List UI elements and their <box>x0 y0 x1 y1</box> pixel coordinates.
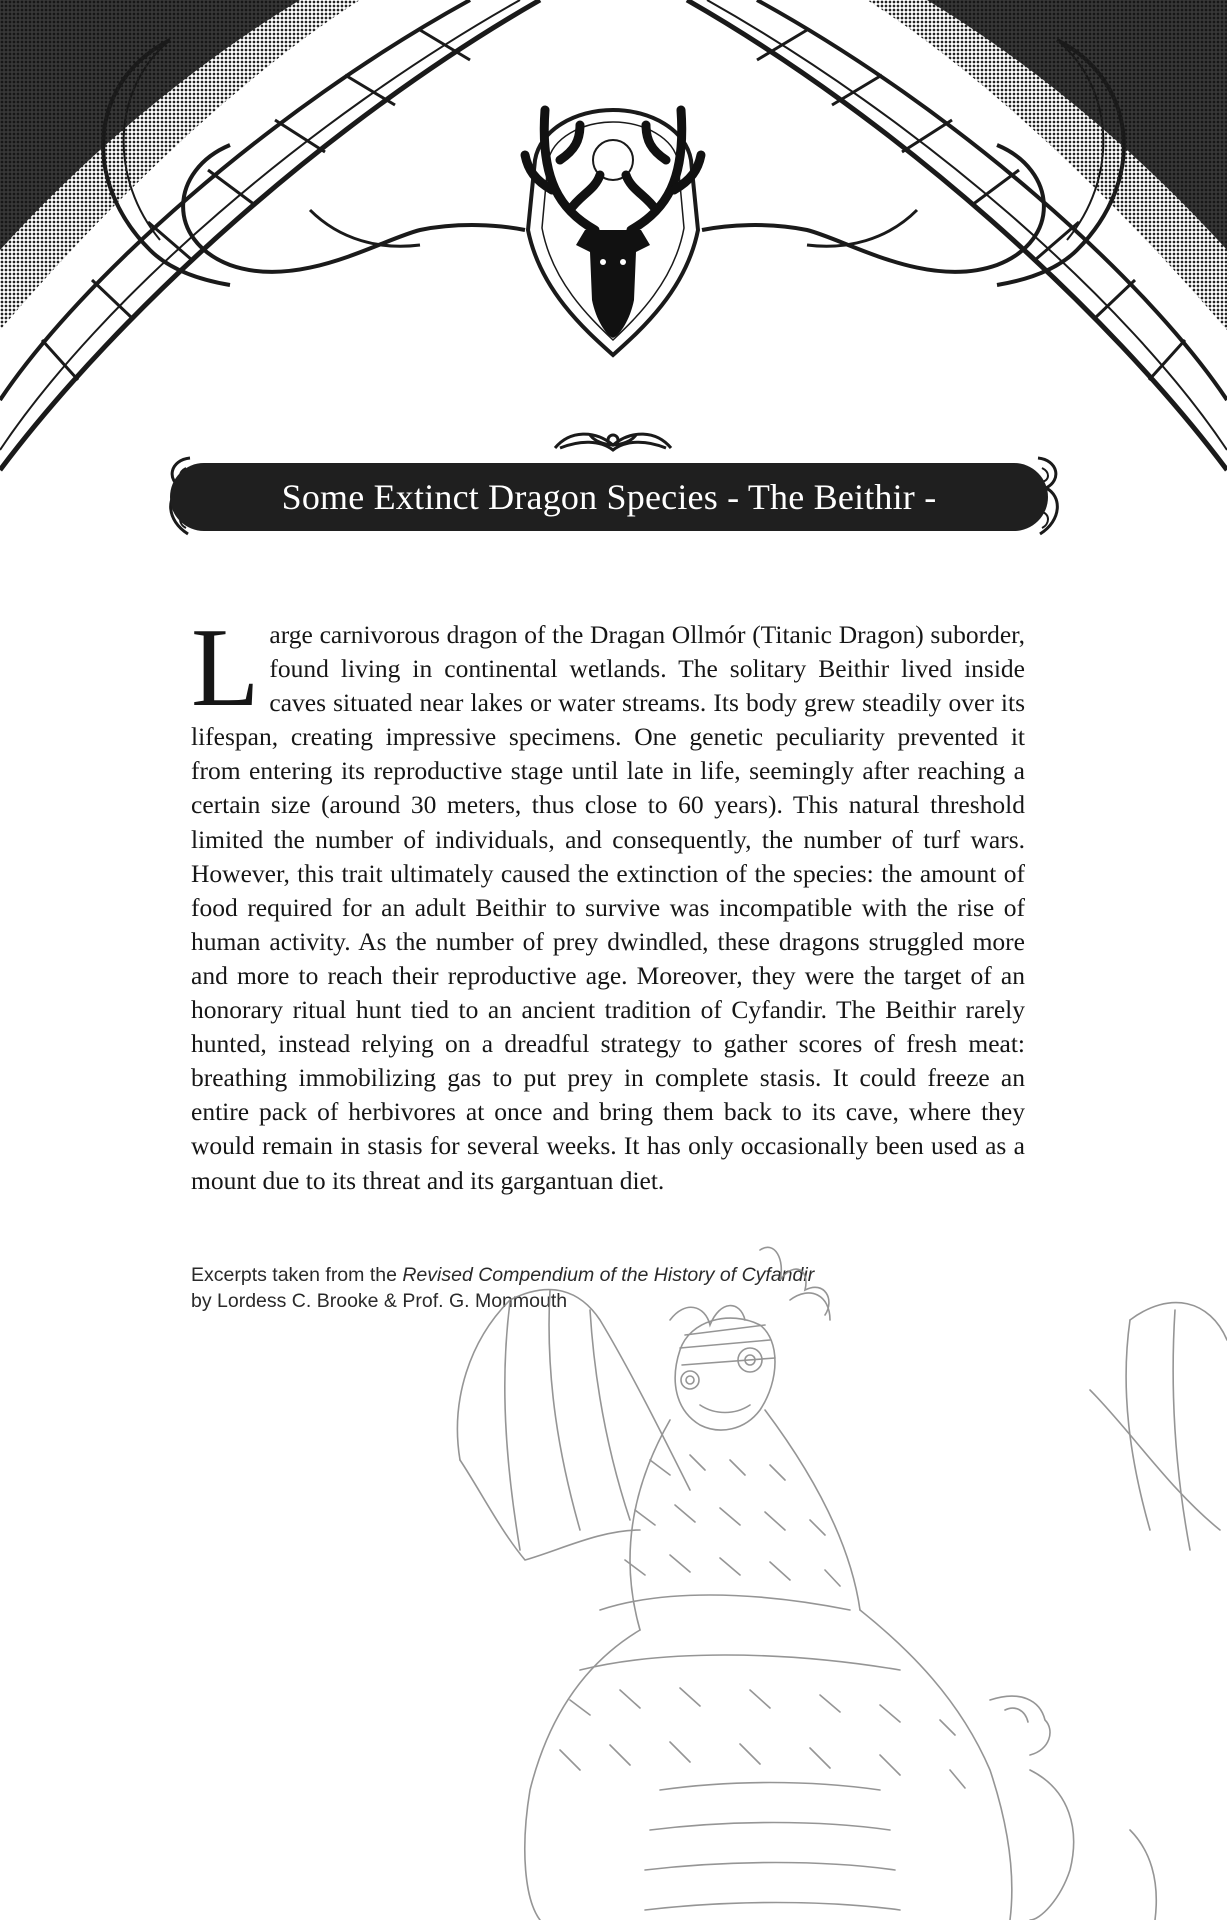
credits-prefix: Excerpts taken from the <box>191 1264 403 1286</box>
title-banner <box>170 463 1048 531</box>
credits-book-title: Revised Compendium of the History of Cyfandir <box>402 1264 815 1286</box>
drop-cap: L <box>191 606 260 730</box>
article-body-text: arge carnivorous dragon of the Dragan Ollmór (Titanic Dragon) suborder, found living in continental wetlands. The solitary Beithir lived inside caves situated near lakes or water streams. Its body grew steadily over its lifespan, creating impressive specimens. One genetic peculiarity prevented it from entering its reproductive stage until late in life, seemingly after reaching a certain size (around 30 meters, thus close to 60 years). This natural threshold limited the number of individuals, and consequently, the number of turf wars. However, this trait ultimately caused the extinction of the species: the amount of food required for an adult Beithir to survive was incompatible with the rise of human activity. As the number of prey dwindled, these dragons struggled more and more to reach their reproductive age. Moreover, they were the target of an honorary ritual hunt tied to an ancient tradition of Cyfandir. The Beithir rarely hunted, instead relying on a dreadful strategy to gather scores of fresh meat: breathing immobilizing gas to put prey in complete stasis. It could freeze an entire pack of herbivores at once and bring them back to its cave, where they would remain in stasis for several weeks. It has only occasionally been used as a mount due to its threat and its gargantuan diet. <box>191 620 1025 1195</box>
celtic-knot-ornament-icon <box>555 434 671 450</box>
stag-head-moon-emblem-icon <box>525 110 701 355</box>
article <box>191 606 1025 1198</box>
credits-authors: by Lordess C. Brooke & Prof. G. Monmouth <box>191 1290 568 1312</box>
dragon-sketch-illustration <box>430 1230 1227 1920</box>
article-text <box>191 606 1025 1198</box>
page-title: Some Extinct Dragon Species - The Beithir - <box>281 477 937 517</box>
